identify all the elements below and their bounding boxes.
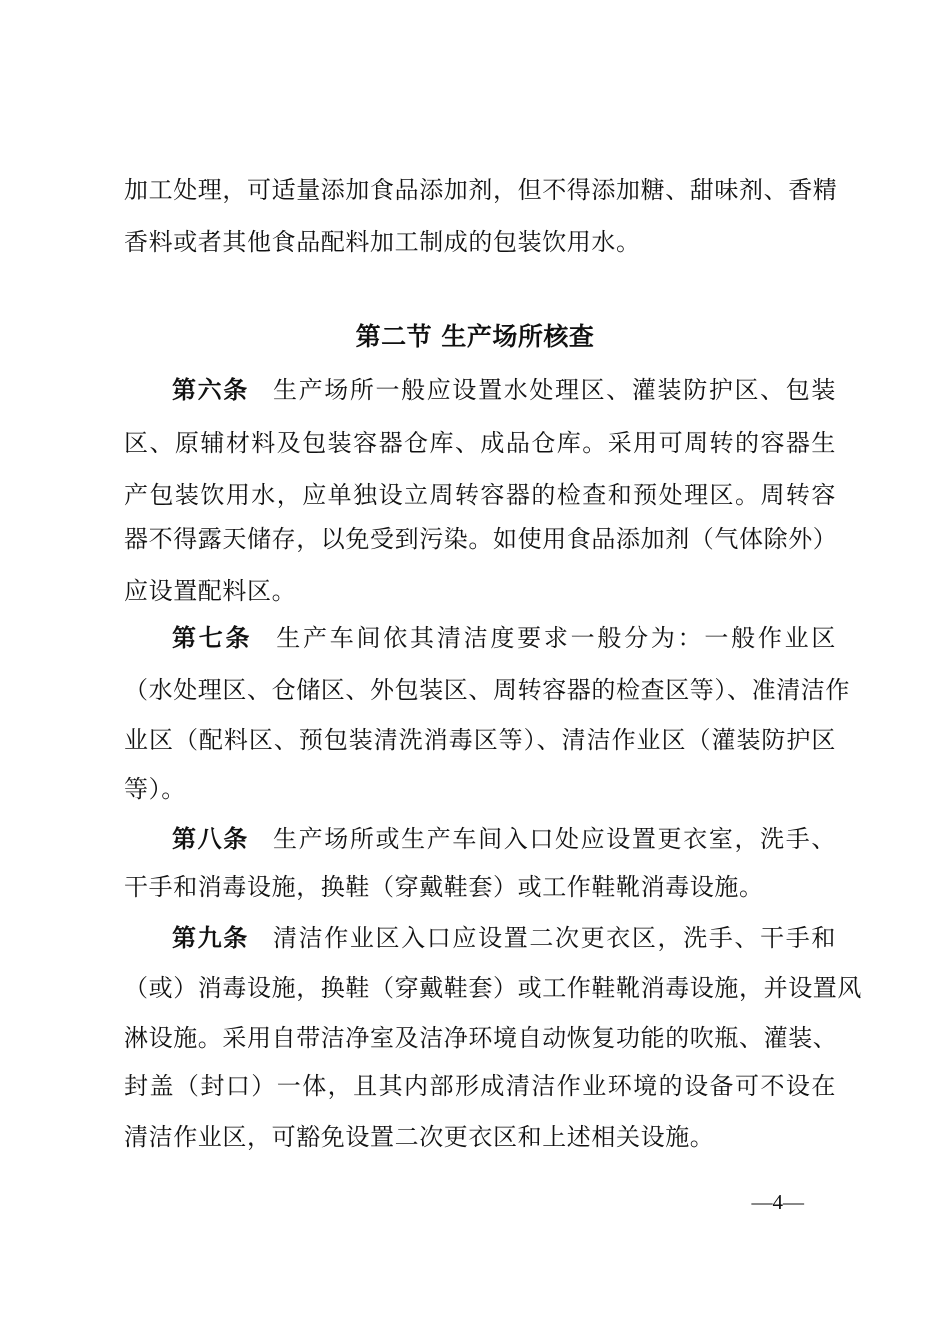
article-6-line-3: 产包装饮用水，应单独设立周转容器的检查和预处理区。周转容: [124, 481, 836, 509]
article-9-line-4: 封盖（封口）一体，且其内部形成清洁作业环境的设备可不设在: [124, 1072, 836, 1100]
article-9-line-5: 清洁作业区，可豁免设置二次更衣区和上述相关设施。: [124, 1123, 715, 1151]
intro-line-2: 香料或者其他食品配料加工制成的包装饮用水。: [124, 228, 641, 256]
page-number: —4—: [751, 1190, 804, 1214]
article-7-first-line: [172, 622, 836, 654]
article-7-line-3: 业区（配料区、预包装清洗消毒区等）、清洁作业区（灌装防护区: [124, 726, 836, 754]
article-6-line-2: 区、原辅材料及包装容器仓库、成品仓库。采用可周转的容器生: [124, 429, 836, 457]
article-9-line-2: （或）消毒设施，换鞋（穿戴鞋套）或工作鞋靴消毒设施，并设置风: [124, 974, 862, 1002]
article-8-label: 第八条: [172, 824, 249, 853]
article-7-line-4: 等）。: [124, 775, 186, 803]
article-8-line-2: 干手和消毒设施，换鞋（穿戴鞋套）或工作鞋靴消毒设施。: [124, 873, 764, 901]
section-heading: 第二节 生产场所核查: [355, 322, 595, 351]
article-6-line-1: 生产场所一般应设置水处理区、灌装防护区、包装: [272, 376, 836, 404]
article-7-line-2: （水处理区、仓储区、外包装区、周转容器的检查区等）、准清洁作: [124, 676, 850, 704]
article-9-label: 第九条: [172, 923, 249, 952]
article-6-first-line: [172, 374, 836, 406]
article-8-first-line: [172, 823, 836, 855]
article-9-first-line: [172, 922, 836, 954]
article-9-line-1: 清洁作业区入口应设置二次更衣区，洗手、干手和: [272, 924, 836, 952]
article-6-line-5: 应设置配料区。: [124, 577, 297, 605]
article-6-line-4: 器不得露天储存，以免受到污染。如使用食品添加剂（气体除外）: [124, 525, 838, 553]
article-8-line-1: 生产场所或生产车间入口处应设置更衣室，洗手、: [272, 825, 836, 853]
intro-line-1: 加工处理，可适量添加食品添加剂，但不得添加糖、甜味剂、香精: [124, 176, 838, 204]
article-9-line-3: 淋设施。采用自带洁净室及洁净环境自动恢复功能的吹瓶、灌装、: [124, 1024, 838, 1052]
article-7-label: 第七条: [172, 623, 253, 652]
article-7-line-1: 生产车间依其清洁度要求一般分为：一般作业区: [276, 624, 836, 652]
article-6-label: 第六条: [172, 375, 249, 404]
